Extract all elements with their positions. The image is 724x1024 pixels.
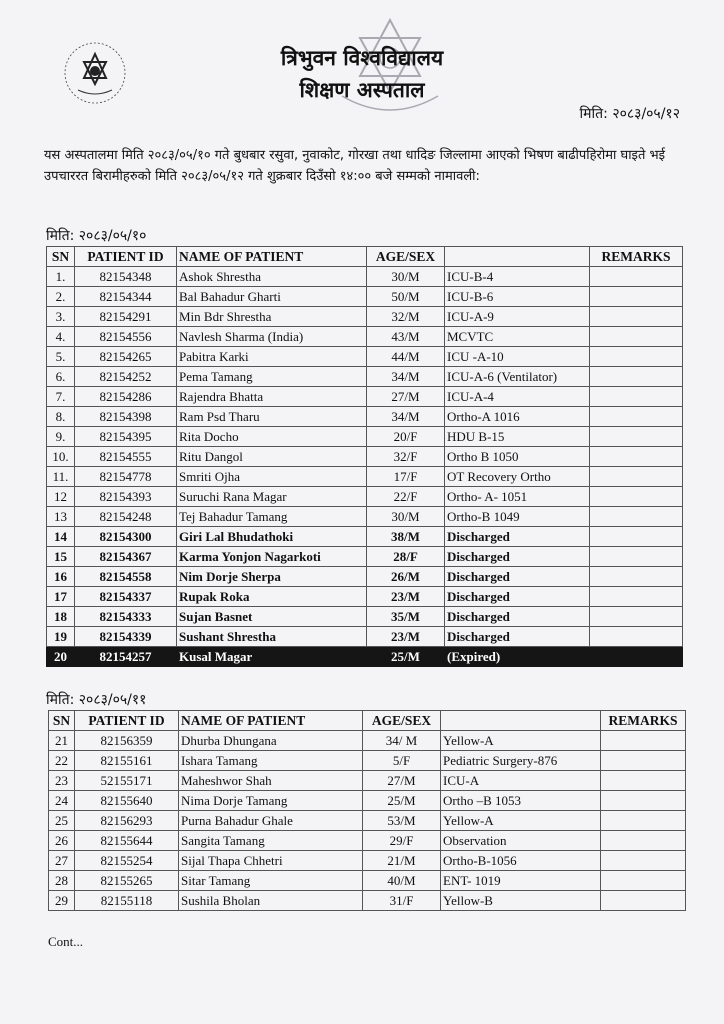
cell-sn: 19: [47, 627, 75, 647]
cell-patient-id: 82155161: [75, 751, 179, 771]
table-row: [47, 487, 683, 507]
cell-patient-name: Sijal Thapa Chhetri: [179, 851, 363, 871]
cell-patient-id: 82155265: [75, 871, 179, 891]
cell-age-sex: 26/M: [367, 567, 445, 587]
cell-sn: 9.: [47, 427, 75, 447]
cell-patient-name: Ram Psd Tharu: [177, 407, 367, 427]
table-row: [47, 407, 683, 427]
document-date: मिति: २०८३/०५/१२: [579, 106, 680, 122]
cell-age-sex: 23/M: [367, 627, 445, 647]
cell-remarks: [590, 307, 683, 327]
cell-patient-id: 82154367: [75, 547, 177, 567]
cell-patient-id: 82154556: [75, 327, 177, 347]
cell-location: Ortho- A- 1051: [445, 487, 590, 507]
cell-age-sex: 28/F: [367, 547, 445, 567]
cell-patient-name: Pabitra Karki: [177, 347, 367, 367]
cell-age-sex: 29/F: [363, 831, 441, 851]
cell-sn: 14: [47, 527, 75, 547]
table-row: [49, 891, 686, 911]
table-row: [47, 567, 683, 587]
cell-patient-id: 82154248: [75, 507, 177, 527]
cell-remarks: [590, 467, 683, 487]
cell-remarks: [590, 367, 683, 387]
cell-age-sex: 30/M: [367, 267, 445, 287]
cell-age-sex: 32/F: [367, 447, 445, 467]
table-row: [47, 307, 683, 327]
cell-sn: 17: [47, 587, 75, 607]
table-row: [49, 771, 686, 791]
cell-patient-name: Pema Tamang: [177, 367, 367, 387]
cell-location: ICU-B-6: [445, 287, 590, 307]
cell-sn: 4.: [47, 327, 75, 347]
cell-patient-name: Rajendra Bhatta: [177, 387, 367, 407]
cell-remarks: [590, 487, 683, 507]
table-row: [47, 527, 683, 547]
cell-remarks: [590, 387, 683, 407]
cell-location: Yellow-B: [441, 891, 601, 911]
cell-patient-name: Kusal Magar: [177, 647, 367, 667]
cell-patient-name: Ishara Tamang: [179, 751, 363, 771]
table-row: [47, 347, 683, 367]
cell-location: Discharged: [445, 587, 590, 607]
cell-patient-name: Giri Lal Bhudathoki: [177, 527, 367, 547]
cell-location: (Expired): [445, 647, 590, 667]
cell-remarks: [601, 771, 686, 791]
cell-age-sex: 38/M: [367, 527, 445, 547]
cell-age-sex: 30/M: [367, 507, 445, 527]
cell-sn: 21: [49, 731, 75, 751]
table-row: [47, 327, 683, 347]
cell-patient-id: 82154348: [75, 267, 177, 287]
cell-location: ICU-B-4: [445, 267, 590, 287]
table-row: [47, 647, 683, 667]
cell-patient-name: Smriti Ojha: [177, 467, 367, 487]
cell-patient-id: 82155644: [75, 831, 179, 851]
university-title: त्रिभुवन विश्वविद्यालय: [280, 46, 444, 70]
hospital-title: शिक्षण अस्पताल: [299, 78, 425, 102]
cell-age-sex: 34/ M: [363, 731, 441, 751]
cell-age-sex: 40/M: [363, 871, 441, 891]
cell-sn: 7.: [47, 387, 75, 407]
cell-patient-name: Sangita Tamang: [179, 831, 363, 851]
cell-sn: 8.: [47, 407, 75, 427]
cell-remarks: [601, 891, 686, 911]
cell-sn: 2.: [47, 287, 75, 307]
cell-sn: 23: [49, 771, 75, 791]
cell-patient-id: 82154344: [75, 287, 177, 307]
cell-remarks: [601, 811, 686, 831]
column-header-name: NAME OF PATIENT: [179, 711, 363, 731]
table-row: [47, 427, 683, 447]
table-row: [47, 367, 683, 387]
cell-remarks: [601, 871, 686, 891]
cell-age-sex: 27/M: [363, 771, 441, 791]
cell-age-sex: 25/M: [367, 647, 445, 667]
cell-remarks: [590, 587, 683, 607]
table-row: [49, 811, 686, 831]
cell-remarks: [590, 627, 683, 647]
table-row: [47, 547, 683, 567]
cell-location: Yellow-A: [441, 731, 601, 751]
cell-patient-name: Sushant Shrestha: [177, 627, 367, 647]
cell-patient-id: 82155254: [75, 851, 179, 871]
cell-location: Discharged: [445, 527, 590, 547]
cell-sn: 16: [47, 567, 75, 587]
cell-patient-name: Karma Yonjon Nagarkoti: [177, 547, 367, 567]
cell-sn: 29: [49, 891, 75, 911]
cell-location: MCVTC: [445, 327, 590, 347]
cell-sn: 24: [49, 791, 75, 811]
cell-remarks: [601, 851, 686, 871]
patient-table-2: [48, 710, 686, 911]
cell-patient-name: Rita Docho: [177, 427, 367, 447]
cell-sn: 15: [47, 547, 75, 567]
cell-patient-name: Sujan Basnet: [177, 607, 367, 627]
cell-sn: 22: [49, 751, 75, 771]
cell-patient-id: 82154339: [75, 627, 177, 647]
cell-patient-id: 82154291: [75, 307, 177, 327]
cell-patient-id: 82155640: [75, 791, 179, 811]
cell-patient-name: Dhurba Dhungana: [179, 731, 363, 751]
cell-patient-name: Rupak Roka: [177, 587, 367, 607]
cell-location: ICU-A-6 (Ventilator): [445, 367, 590, 387]
column-header-age-sex: AGE/SEX: [367, 247, 445, 267]
cell-remarks: [601, 731, 686, 751]
cell-sn: 26: [49, 831, 75, 851]
cell-location: Discharged: [445, 607, 590, 627]
cell-age-sex: 35/M: [367, 607, 445, 627]
cell-location: OT Recovery Ortho: [445, 467, 590, 487]
table-row: [47, 587, 683, 607]
table-row: [49, 751, 686, 771]
cell-remarks: [590, 287, 683, 307]
cell-patient-id: 82154300: [75, 527, 177, 547]
cell-patient-id: 82154558: [75, 567, 177, 587]
table-row: [47, 607, 683, 627]
patient-table-1: [46, 246, 683, 667]
cell-sn: 25: [49, 811, 75, 831]
cell-location: Pediatric Surgery-876: [441, 751, 601, 771]
table-row: [47, 267, 683, 287]
cell-age-sex: 25/M: [363, 791, 441, 811]
cell-location: Ortho-B-1056: [441, 851, 601, 871]
cell-location: Discharged: [445, 547, 590, 567]
cell-location: Observation: [441, 831, 601, 851]
cell-sn: 5.: [47, 347, 75, 367]
column-header-sn: SN: [47, 247, 75, 267]
cell-patient-id: 82156359: [75, 731, 179, 751]
cell-remarks: [601, 831, 686, 851]
table-row: [47, 507, 683, 527]
table-row: [49, 831, 686, 851]
cell-patient-id: 82154337: [75, 587, 177, 607]
cell-patient-id: 82154265: [75, 347, 177, 367]
column-header-name: NAME OF PATIENT: [177, 247, 367, 267]
cell-patient-id: 82154257: [75, 647, 177, 667]
cell-age-sex: 21/M: [363, 851, 441, 871]
cell-location: ICU-A: [441, 771, 601, 791]
cell-location: ICU-A-4: [445, 387, 590, 407]
cell-sn: 13: [47, 507, 75, 527]
cell-patient-name: Sushila Bholan: [179, 891, 363, 911]
section-date-2: मिति: २०८३/०५/११: [46, 692, 147, 708]
cell-age-sex: 20/F: [367, 427, 445, 447]
cell-location: ICU-A-9: [445, 307, 590, 327]
cell-remarks: [590, 547, 683, 567]
cell-patient-name: Ritu Dangol: [177, 447, 367, 467]
cell-age-sex: 43/M: [367, 327, 445, 347]
cell-patient-name: Ashok Shrestha: [177, 267, 367, 287]
cell-age-sex: 53/M: [363, 811, 441, 831]
column-header-location: [441, 711, 601, 731]
cell-patient-name: Nim Dorje Sherpa: [177, 567, 367, 587]
cell-patient-id: 82155118: [75, 891, 179, 911]
cell-remarks: [590, 567, 683, 587]
cell-patient-name: Purna Bahadur Ghale: [179, 811, 363, 831]
cell-patient-id: 82156293: [75, 811, 179, 831]
cell-sn: 10.: [47, 447, 75, 467]
cell-patient-name: Nima Dorje Tamang: [179, 791, 363, 811]
column-header-patient-id: PATIENT ID: [75, 711, 179, 731]
cell-remarks: [590, 647, 683, 667]
cell-location: ICU -A-10: [445, 347, 590, 367]
table-row: [49, 871, 686, 891]
cell-age-sex: 44/M: [367, 347, 445, 367]
cell-remarks: [590, 527, 683, 547]
cell-remarks: [590, 507, 683, 527]
intro-paragraph: यस अस्पतालमा मिति २०८३/०५/१० गते बुधबार रसुवा, नुवाकोट, गोरखा तथा धादिङ जिल्लामा आएको भिषण बाढीपहिरोमा घाइते भई उपचाररत बिरामीहरुको मिति २०८३/०५/१२ गते शुक्रबार दिउँसो १४:०० बजे सम्मको नामावली:: [44, 148, 666, 184]
cell-remarks: [590, 407, 683, 427]
cell-sn: 11.: [47, 467, 75, 487]
column-header-remarks: REMARKS: [601, 711, 686, 731]
column-header-location: [445, 247, 590, 267]
cell-patient-name: Bal Bahadur Gharti: [177, 287, 367, 307]
cell-patient-name: Navlesh Sharma (India): [177, 327, 367, 347]
cell-patient-name: Suruchi Rana Magar: [177, 487, 367, 507]
cell-age-sex: 22/F: [367, 487, 445, 507]
cell-patient-id: 82154286: [75, 387, 177, 407]
cell-patient-id: 82154252: [75, 367, 177, 387]
table-row: [49, 791, 686, 811]
cell-location: Ortho –B 1053: [441, 791, 601, 811]
column-header-age-sex: AGE/SEX: [363, 711, 441, 731]
cell-remarks: [590, 347, 683, 367]
cell-location: Discharged: [445, 567, 590, 587]
cell-patient-id: 82154398: [75, 407, 177, 427]
cell-location: Ortho-B 1049: [445, 507, 590, 527]
column-header-sn: SN: [49, 711, 75, 731]
table-row: [47, 387, 683, 407]
table-row: [47, 287, 683, 307]
table-row: [47, 447, 683, 467]
cell-age-sex: 31/F: [363, 891, 441, 911]
cell-patient-name: Sitar Tamang: [179, 871, 363, 891]
cell-sn: 27: [49, 851, 75, 871]
cell-sn: 12: [47, 487, 75, 507]
table-header-row: [47, 247, 683, 267]
table-row: [49, 731, 686, 751]
continued-note: Cont...: [48, 934, 84, 949]
column-header-remarks: REMARKS: [590, 247, 683, 267]
cell-patient-id: 82154395: [75, 427, 177, 447]
cell-age-sex: 34/M: [367, 367, 445, 387]
cell-location: Ortho B 1050: [445, 447, 590, 467]
cell-sn: 18: [47, 607, 75, 627]
cell-age-sex: 5/F: [363, 751, 441, 771]
cell-age-sex: 34/M: [367, 407, 445, 427]
cell-patient-id: 82154333: [75, 607, 177, 627]
cell-sn: 1.: [47, 267, 75, 287]
cell-remarks: [590, 447, 683, 467]
cell-patient-id: 82154393: [75, 487, 177, 507]
table-row: [47, 467, 683, 487]
table-row: [47, 627, 683, 647]
cell-age-sex: 50/M: [367, 287, 445, 307]
cell-location: Discharged: [445, 627, 590, 647]
cell-remarks: [590, 327, 683, 347]
cell-location: Ortho-A 1016: [445, 407, 590, 427]
cell-age-sex: 27/M: [367, 387, 445, 407]
table-row: [49, 851, 686, 871]
cell-sn: 6.: [47, 367, 75, 387]
cell-remarks: [590, 607, 683, 627]
cell-patient-id: 82154778: [75, 467, 177, 487]
cell-remarks: [590, 267, 683, 287]
cell-remarks: [590, 427, 683, 447]
cell-patient-name: Maheshwor Shah: [179, 771, 363, 791]
table-header-row: [49, 711, 686, 731]
section-date-1: मिति: २०८३/०५/१०: [46, 228, 147, 244]
cell-remarks: [601, 791, 686, 811]
cell-patient-name: Min Bdr Shrestha: [177, 307, 367, 327]
cell-location: HDU B-15: [445, 427, 590, 447]
cell-age-sex: 23/M: [367, 587, 445, 607]
column-header-patient-id: PATIENT ID: [75, 247, 177, 267]
cell-location: Yellow-A: [441, 811, 601, 831]
cell-patient-id: 82154555: [75, 447, 177, 467]
cell-patient-id: 52155171: [75, 771, 179, 791]
cell-location: ENT- 1019: [441, 871, 601, 891]
cell-remarks: [601, 751, 686, 771]
cell-sn: 20: [47, 647, 75, 667]
cell-sn: 3.: [47, 307, 75, 327]
cell-age-sex: 17/F: [367, 467, 445, 487]
cell-age-sex: 32/M: [367, 307, 445, 327]
cell-sn: 28: [49, 871, 75, 891]
cell-patient-name: Tej Bahadur Tamang: [177, 507, 367, 527]
